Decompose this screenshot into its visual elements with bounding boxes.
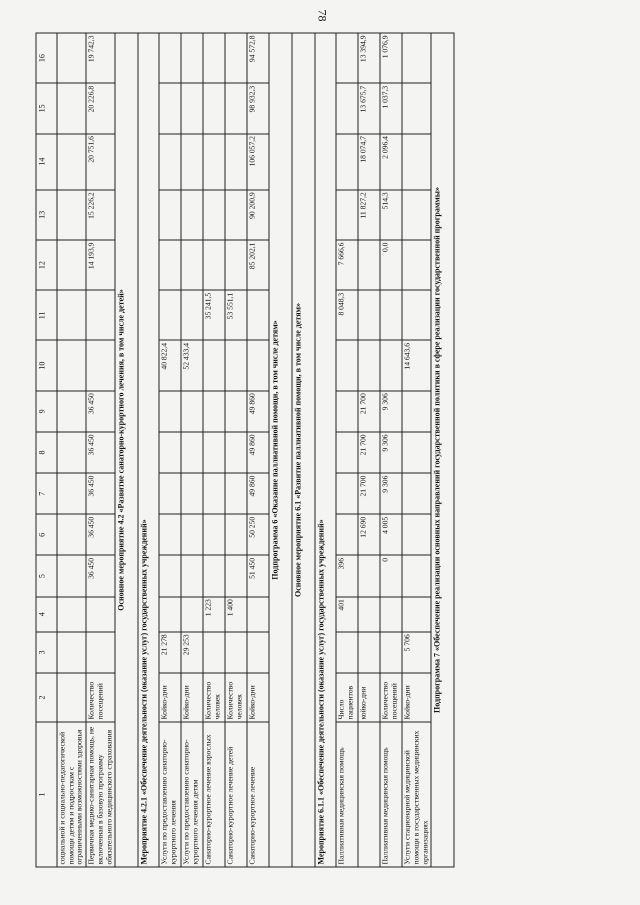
value-cell — [402, 240, 431, 290]
value-cell — [225, 190, 247, 240]
measure-heading: Мероприятие 4.2.1 «Обеспечение деятельности (оказание услуг) государственных учреждений» — [138, 33, 159, 867]
value-cell — [402, 391, 431, 432]
section-heading-row — [269, 33, 292, 867]
value-cell — [203, 134, 225, 190]
value-cell — [159, 134, 181, 190]
value-cell — [159, 555, 181, 596]
table-row — [203, 33, 225, 867]
row-label-cell: Услуги по предоставлению санаторно-курортного лечения детям — [181, 722, 203, 867]
value-cell: 9 306 — [380, 391, 402, 432]
value-cell — [203, 632, 225, 673]
value-cell: 53 551,1 — [225, 290, 247, 340]
value-cell: 5 706 — [402, 632, 431, 673]
value-cell — [57, 432, 86, 473]
column-header: 3 — [36, 632, 57, 673]
value-cell — [336, 391, 358, 432]
value-cell — [380, 341, 402, 391]
value-cell: 396 — [336, 555, 358, 596]
value-cell: 4 005 — [380, 514, 402, 555]
table-row — [86, 33, 115, 867]
value-cell: 51 450 — [247, 555, 269, 596]
value-cell: 7 666,6 — [336, 240, 358, 290]
value-cell: 2 096,4 — [380, 134, 402, 190]
value-cell — [159, 432, 181, 473]
value-cell — [247, 597, 269, 632]
row-label-cell: Санаторно-курортное лечение взрослых — [203, 722, 225, 867]
value-cell — [159, 33, 181, 83]
column-header: 15 — [36, 83, 57, 133]
unit-cell: Количество посещений — [86, 673, 115, 722]
value-cell — [159, 240, 181, 290]
value-cell — [402, 134, 431, 190]
value-cell — [86, 632, 115, 673]
value-cell — [203, 190, 225, 240]
value-cell: 14 643,6 — [402, 341, 431, 391]
column-header: 10 — [36, 341, 57, 391]
value-cell — [86, 597, 115, 632]
value-cell — [203, 555, 225, 596]
section-heading: Основное мероприятие 6.1 «Развитие паллиативной помощи, в том числе детям» — [292, 33, 315, 867]
value-cell — [57, 632, 86, 673]
value-cell — [336, 33, 358, 83]
value-cell: 1 037,3 — [380, 83, 402, 133]
value-cell — [358, 240, 380, 290]
unit-cell: Число пациентов — [336, 673, 358, 722]
value-cell — [402, 190, 431, 240]
value-cell — [86, 290, 115, 340]
value-cell — [203, 83, 225, 133]
value-cell — [57, 555, 86, 596]
row-label-cell: Услуги по предоставлению санаторно-курортного лечения — [159, 722, 181, 867]
section-heading-row — [431, 33, 454, 867]
column-header: 4 — [36, 597, 57, 632]
unit-cell: койко-дни — [358, 673, 380, 722]
value-cell: 1 400 — [225, 597, 247, 632]
value-cell — [57, 190, 86, 240]
value-cell: 13 394,9 — [358, 33, 380, 83]
value-cell: 8 048,3 — [336, 290, 358, 340]
section-heading: Подпрограмма 6 «Оказание паллиативной помощи, в том числе детям» — [269, 33, 292, 867]
value-cell: 21 278 — [159, 632, 181, 673]
value-cell: 9 306 — [380, 432, 402, 473]
value-cell — [57, 134, 86, 190]
value-cell — [159, 597, 181, 632]
value-cell — [402, 33, 431, 83]
value-cell — [203, 33, 225, 83]
value-cell — [181, 514, 203, 555]
value-cell — [336, 190, 358, 240]
unit-cell — [57, 673, 86, 722]
value-cell — [336, 134, 358, 190]
unit-cell: Койко-дни — [159, 673, 181, 722]
table-row — [402, 33, 431, 867]
value-cell: 35 241,5 — [203, 290, 225, 340]
value-cell: 1 076,9 — [380, 33, 402, 83]
value-cell — [57, 341, 86, 391]
value-cell — [380, 290, 402, 340]
value-cell: 36 450 — [86, 391, 115, 432]
value-cell — [336, 83, 358, 133]
value-cell — [358, 555, 380, 596]
value-cell — [57, 391, 86, 432]
unit-cell: Койко-дни — [402, 673, 431, 722]
value-cell — [336, 632, 358, 673]
value-cell — [203, 240, 225, 290]
value-cell — [358, 597, 380, 632]
value-cell — [181, 391, 203, 432]
value-cell — [181, 555, 203, 596]
value-cell: 514,3 — [380, 190, 402, 240]
column-header: 16 — [36, 33, 57, 83]
value-cell — [358, 341, 380, 391]
unit-cell: Количество посещений — [380, 673, 402, 722]
rotated-table-container — [36, 33, 606, 868]
value-cell: 18 074,7 — [358, 134, 380, 190]
value-cell — [181, 432, 203, 473]
value-cell — [181, 33, 203, 83]
value-cell: 52 433,4 — [181, 341, 203, 391]
value-cell — [181, 190, 203, 240]
value-cell: 49 860 — [247, 473, 269, 514]
value-cell: 98 932,3 — [247, 83, 269, 133]
row-label-cell — [358, 722, 380, 867]
section-heading: Подпрограмма 7 «Обеспечение реализации основных направлений государственной политики в сфере реализации государственной программы» — [431, 33, 454, 867]
value-cell — [358, 290, 380, 340]
measure-heading: Мероприятие 6.1.1 «Обеспечение деятельности (оказание услуг) государственных учреждений» — [315, 33, 336, 867]
section-heading: Основное мероприятие 4.2 «Развитие санаторно-курортного лечения, в том числе детей» — [115, 33, 138, 867]
value-cell — [181, 597, 203, 632]
value-cell — [159, 514, 181, 555]
value-cell — [225, 134, 247, 190]
value-cell — [86, 341, 115, 391]
value-cell — [402, 473, 431, 514]
value-cell: 14 193,9 — [86, 240, 115, 290]
value-cell: 36 450 — [86, 473, 115, 514]
value-cell — [159, 290, 181, 340]
unit-cell: Койко-дни — [181, 673, 203, 722]
value-cell — [358, 632, 380, 673]
value-cell — [181, 290, 203, 340]
value-cell — [159, 391, 181, 432]
row-label-cell: Первичная медико-санитарная помощь, не включенная в базовую программу обязательного медицинского страхования — [86, 722, 115, 867]
page-number: 78 — [315, 9, 330, 22]
value-cell — [225, 555, 247, 596]
value-cell — [181, 134, 203, 190]
value-cell — [203, 514, 225, 555]
value-cell — [225, 473, 247, 514]
value-cell — [225, 83, 247, 133]
value-cell: 401 — [336, 597, 358, 632]
unit-cell: Количество человек — [203, 673, 225, 722]
row-label-cell: социальной и социально-педагогической помощи детям и подросткам с ограниченными возможностями здоровья — [57, 722, 86, 867]
value-cell: 106 057,2 — [247, 134, 269, 190]
value-cell — [203, 432, 225, 473]
value-cell — [402, 514, 431, 555]
value-cell — [57, 83, 86, 133]
value-cell — [336, 473, 358, 514]
value-cell — [225, 432, 247, 473]
table-row — [247, 33, 269, 867]
value-cell — [247, 632, 269, 673]
value-cell — [57, 514, 86, 555]
section-heading-row — [292, 33, 315, 867]
table-row — [380, 33, 402, 867]
column-header: 2 — [36, 673, 57, 722]
value-cell — [159, 83, 181, 133]
value-cell: 85 202,1 — [247, 240, 269, 290]
table-row — [57, 33, 86, 867]
value-cell: 11 827,2 — [358, 190, 380, 240]
column-header: 6 — [36, 514, 57, 555]
section-heading-row — [115, 33, 138, 867]
unit-cell: Количество человек — [225, 673, 247, 722]
value-cell — [402, 290, 431, 340]
value-cell — [380, 597, 402, 632]
value-cell — [159, 190, 181, 240]
value-cell — [181, 473, 203, 514]
value-cell — [203, 391, 225, 432]
value-cell: 20 226,8 — [86, 83, 115, 133]
table-row — [358, 33, 380, 867]
value-cell: 36 450 — [86, 514, 115, 555]
value-cell — [380, 632, 402, 673]
row-label-cell: Услуги стационарной медицинской помощи в государственных медицинских организациях — [402, 722, 431, 867]
value-cell: 21 700 — [358, 473, 380, 514]
value-cell: 0 — [380, 555, 402, 596]
column-header: 1 — [36, 722, 57, 867]
table-row — [181, 33, 203, 867]
value-cell — [402, 432, 431, 473]
value-cell: 36 450 — [86, 432, 115, 473]
value-cell: 9 306 — [380, 473, 402, 514]
value-cell — [247, 341, 269, 391]
value-cell — [336, 432, 358, 473]
value-cell — [225, 33, 247, 83]
value-cell — [225, 240, 247, 290]
column-header: 5 — [36, 555, 57, 596]
column-header: 11 — [36, 290, 57, 340]
column-header: 14 — [36, 134, 57, 190]
row-label-cell: Санаторно-курортное лечение детей — [225, 722, 247, 867]
row-label-cell: Санаторно-курортное лечение — [247, 722, 269, 867]
value-cell — [247, 290, 269, 340]
value-cell: 36 450 — [86, 555, 115, 596]
value-cell: 40 822,4 — [159, 341, 181, 391]
value-cell — [225, 514, 247, 555]
value-cell — [203, 473, 225, 514]
column-header: 13 — [36, 190, 57, 240]
table-row — [225, 33, 247, 867]
value-cell — [57, 240, 86, 290]
value-cell — [57, 473, 86, 514]
value-cell: 90 200,9 — [247, 190, 269, 240]
value-cell — [225, 632, 247, 673]
row-label-cell: Паллиативная медицинская помощь — [380, 722, 402, 867]
row-label-cell: Паллиативная медицинская помощь — [336, 722, 358, 867]
value-cell: 13 675,7 — [358, 83, 380, 133]
value-cell: 0,0 — [380, 240, 402, 290]
value-cell — [402, 83, 431, 133]
unit-cell: Койко-дни — [247, 673, 269, 722]
value-cell: 94 572,8 — [247, 33, 269, 83]
value-cell — [181, 240, 203, 290]
value-cell: 12 690 — [358, 514, 380, 555]
column-header: 12 — [36, 240, 57, 290]
value-cell: 21 700 — [358, 391, 380, 432]
value-cell — [57, 33, 86, 83]
value-cell — [225, 341, 247, 391]
value-cell — [336, 341, 358, 391]
value-cell: 15 226,2 — [86, 190, 115, 240]
value-cell: 50 250 — [247, 514, 269, 555]
value-cell — [57, 597, 86, 632]
column-header: 7 — [36, 473, 57, 514]
value-cell: 49 860 — [247, 391, 269, 432]
value-cell: 29 253 — [181, 632, 203, 673]
value-cell — [402, 555, 431, 596]
value-cell: 20 751,6 — [86, 134, 115, 190]
table-row — [336, 33, 358, 867]
value-cell: 21 700 — [358, 432, 380, 473]
value-cell — [402, 597, 431, 632]
column-header: 8 — [36, 432, 57, 473]
measure-heading-row — [138, 33, 159, 867]
value-cell: 1 223 — [203, 597, 225, 632]
value-cell: 49 860 — [247, 432, 269, 473]
value-cell — [336, 514, 358, 555]
value-cell — [203, 341, 225, 391]
measure-heading-row — [315, 33, 336, 867]
column-header: 9 — [36, 391, 57, 432]
value-cell — [181, 83, 203, 133]
value-cell — [225, 391, 247, 432]
value-cell — [159, 473, 181, 514]
table-row — [159, 33, 181, 867]
value-cell: 19 742,3 — [86, 33, 115, 83]
indicators-table — [36, 33, 455, 868]
column-header-row — [36, 33, 57, 867]
value-cell — [57, 290, 86, 340]
